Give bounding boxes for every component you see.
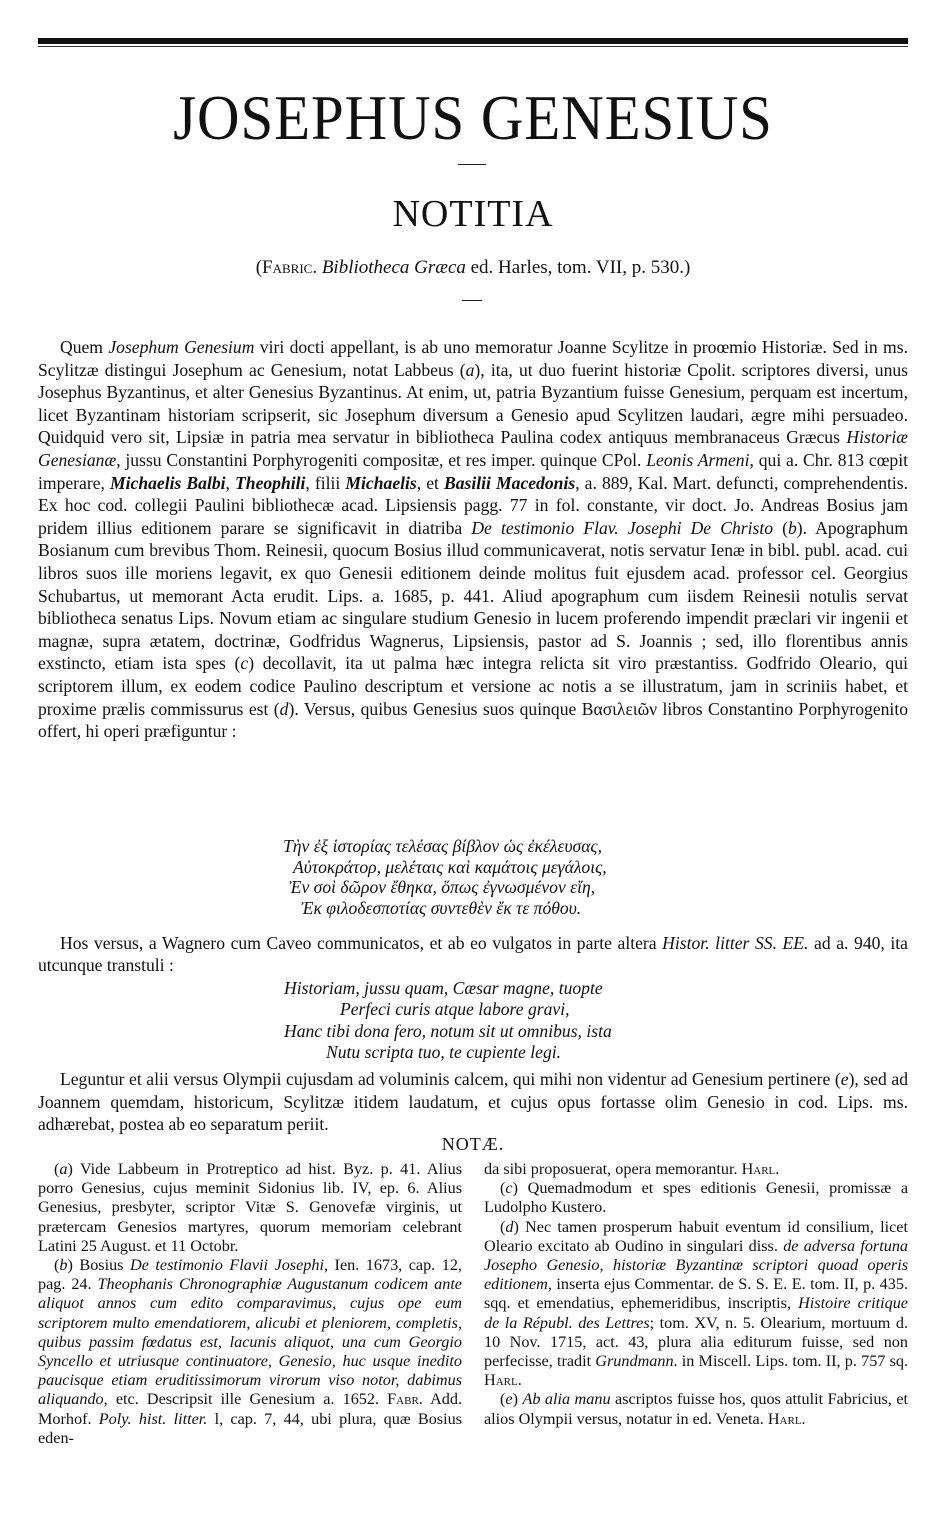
footnote-b: (b) Bosius De testimonio Flavii Josephi, Ien. 1673, cap. 12, pag. 24. Theophanis Chronographiæ Augustanum codicem ante aliquot annos cum edito comparavimus, cujus ope eum scriptorem multo emendatiorem, alicubi et pleniorem, completis, quibus passim fœdatus est, lacunis aliquot, una cum Georgio Syncello et utriusque continuatore, Genesio, huc usque inedito paucisque etiam eruditissimorum virorum viso notor, dabimus aliquando, etc. Descripsit ille Genesium a. 1652. Fabr. Add. Morhof. Poly. hist. litter. l, cap. 7, 44, ubi plura, quæ Bosius eden- (38, 1256, 463, 1447)
source-citation (0, 256, 946, 280)
inline-run: e (840, 1069, 849, 1089)
inline-run: c (505, 1179, 513, 1198)
inline-run: Poly. hist. litter. (98, 1409, 208, 1428)
greek-verse-line: Τὴν ἐξ ἱστορίας τελέσας βίβλον ὡς ἐκέλευσας, (283, 836, 602, 856)
latin-verse-line: Historiam, jussu quam, Cæsar magne, tuopte (284, 978, 603, 998)
inline-run: Histoire critique de la Républ. des Lettres (484, 1294, 908, 1332)
inline-run: De testimonio Flav. Josephi De Christo (471, 517, 774, 538)
title-dash (458, 164, 486, 165)
notes-heading: NOTÆ. (441, 1134, 505, 1154)
paragraph-olympius: Leguntur et alii versus Olympii cujusdam ad voluminis calcem, qui mihi non videntur ad Genesium pertinere (e), sed ad Joannem quemdam, historicum, Scylitzæ itidem laudatum, et cujus opus fortasse olim Genesio in cod. Lips. ms. adhærebat, postea ab eo separatum periit. (38, 1069, 908, 1135)
paragraph-translation: Hos versus, a Wagnero cum Caveo communicatos, et ab eo vulgatos in parte altera Histor. litter SS. EE. ad a. 940, ita utcunque transtuli : (38, 933, 908, 975)
greek-verse-line: Ἐν σοὶ δῶρον ἔθηκα, ὅπως ἐγνωσμένον εἴη, (289, 877, 596, 898)
inline-run: Grundmann (595, 1352, 674, 1371)
latin-verses (284, 978, 704, 1064)
greek-verse-line: Ἐκ φιλοδεσποτίας συντεθὲν ἔκ τε πόθου. (301, 897, 582, 918)
inline-run: Michaelis (345, 472, 417, 493)
footnote-e: (e) Ab alia manu ascriptos fuisse hos, quos attulit Fabricius, et alios Olympii versus, notatur in ed. Veneta. Harl. (484, 1390, 909, 1428)
source-open: ( (255, 257, 263, 278)
footnote-c: (c) Quemadmodum et spes editionis Genesii, promissæ a Ludolpho Kustero. (484, 1179, 908, 1217)
source-work: Bibliotheca Græca (321, 257, 466, 278)
inline-run: Historiæ Genesianæ (38, 427, 908, 470)
inline-run: d (505, 1217, 514, 1236)
inline-run: a (465, 359, 475, 380)
footnote-a: (a) Vide Labbeum in Protreptico ad hist. Byz. p. 41. Alius porro Genesius, cujus meminit Sidonius lib. IV, ep. 6. Alius Genesius, presbyter, scriptor Vitæ S. Genovefæ virginis, ut prætercam Genesios martyres, quorum memoriam celebrant Latini 25 August. et 11 Octobr. (38, 1160, 462, 1255)
inline-run: Theophili (235, 472, 306, 493)
inline-run: Ab alia manu (522, 1390, 611, 1409)
latin-verse-line: Nutu scripta tuo, te cupiente legi. (326, 1042, 562, 1063)
inline-run: Harl. (767, 1409, 806, 1428)
source-dash (462, 300, 482, 301)
page-title: JOSEPHUS GENESIUS (173, 82, 773, 153)
inline-run: Fabr. (387, 1390, 423, 1409)
notes-left-column (38, 1160, 462, 1448)
inline-run: a (59, 1160, 68, 1178)
paragraph-intro: Quem Josephum Genesium viri docti appellant, is ab uno memoratur Joanne Scylitze in proœmio Historiæ. Sed in ms. Scylitzæ distingui Josephum ac Genesium, notat Labbeus (a), ita, ut duo fuerint historiæ Cpolit. scriptores diversi, unus Josephus Byzantinus, et alter Genesius Byzantinus. At enim, ut, patria Byzantium fuisse Genesium, perquam est incertum, licet Byzantinam historiam scripserit, sic Josephum diversum a Genesio apud Scylitzen laudari, ægre mihi persuadeo. Quidquid vero sit, Lipsiæ in patria mea servatur in bibliotheca Paulina codex antiquus membranaceus Græcus Historiæ Genesianæ, jussu Constantini Porphyrogeniti compositæ, et res imper. quinque CPol. Leonis Armeni, qui a. Chr. 813 cœpit imperare, Michaelis Balbi, Theophili, filii Michaelis, et Basilii Macedonis, a. 889, Kal. Mart. defuncti, comprehendentis. Ex hoc cod. collegii Paulini bibliothecæ acad. Lipsiensis pagg. 77 in fol. constante, vir doct. Jo. Andreas Bosius jam pridem illius editionem parare se significavit in diatriba De testimonio Flav. Josephi De Christo (b). Apographum Bosianum cum brevibus Thom. Reinesii, quocum Bosius illud communicaverat, notis servatur Ienæ in bibl. publ. acad. cui libros suos ille moriens legavit, ex quo Genesii editionem deinde molitus fuit ejusdem acad. professor cel. Georgius Schubartus, ut memorant Acta erudit. Lips. a. 1685, p. 441. Aliud apographum cum iisdem Reinesii notulis servat bibliotheca senatus Lips. Novum etiam ac singulare studium Genesio in lucem proferendo impendit præclari vir ingenii et magnæ, supra ætatem, doctrinæ, Godfridus Wagnerus, Lipsiensis, pastor ad S. Joannis ; sed, illo florentibus annis exstincto, etiam ista spes (c) decollavit, ita ut palma hæc integra relicta sit viro præstantiss. Godfrido Oleario, qui scriptorem illum, ex eodem codice Paulino descriptum et versione ac notis a se illustratum, jam in scriniis habet, et proxime prælis commissurus est (d). Versus, quibus Genesius suos quinque Βασιλειῶν libros Constantino Porphyrogenito offert, hi operi præfiguntur : (38, 337, 909, 742)
inline-run: Histor. litter SS. EE. (662, 933, 809, 953)
inline-run: e (505, 1390, 513, 1409)
inline-run: Leonis Armeni (646, 449, 750, 470)
inline-run: b (787, 517, 797, 538)
inline-run: Basilii Macedonis (444, 472, 576, 493)
greek-verses (283, 836, 703, 918)
latin-verse-line: Perfeci curis atque labore gravi, (340, 999, 570, 1020)
footnote-d: (d) Nec tamen prosperum habuit eventum id consilium, licet Oleario excitato ab Oudino in singulari diss. de adversa fortuna Josepho Genesio, historiæ Byzantinæ scriptori quoad operis editionem, inserta ejus Commentar. de S. S. E. E. tom. II, p. 435. sqq. et emendatius, ephemeridibus, inscriptis, Histoire critique de la Républ. des Lettres; tom. XV, n. 5. Olearium, mortuum d. 10 Nov. 1715, act. 43, plura alia editurum fuisse, sed non perfecisse, tradit Grundmann. in Miscell. Lips. tom. II, p. 757 sq. Harl. (484, 1217, 909, 1390)
top-double-rule (38, 38, 908, 44)
inline-run: Harl. (741, 1160, 780, 1178)
inline-run: b (59, 1256, 68, 1275)
section-title: NOTITIA (392, 193, 554, 235)
inline-run: Theophanis Chronographiæ Augustanum codicem ante aliquot annos cum edito comparavimus, cujus ope eum scriptorem multo emendatiorem, alicubi et pleniorem, completis, quibus passim fœdatus est, lacunis aliquot, una cum Georgio Syncello et utriusque continuatore, Genesio, huc usque inedito paucisque etiam eruditissimorum virorum viso notor, dabimus aliquando (38, 1275, 462, 1409)
inline-run: Josephum Genesium (108, 337, 255, 357)
latin-verse-line: Hanc tibi dona fero, notum sit ut omnibus, ista (284, 1020, 612, 1041)
inline-run: De testimonio Flavii Josephi (130, 1256, 324, 1275)
source-rest: ed. Harles, tom. VII, p. 530.) (470, 257, 691, 278)
source-author: Fabric. (262, 257, 318, 278)
notes-right-column (484, 1160, 908, 1429)
footnote-b-continued: da sibi proposuerat, opera memorantur. Harl. (484, 1160, 780, 1178)
greek-verse-line: Αὐτοκράτορ, μελέταις καὶ καμάτοις μεγάλοις, (293, 856, 607, 877)
inline-run: c (240, 653, 249, 674)
inline-run: Harl. (484, 1371, 522, 1390)
inline-run: de adversa fortuna Josepho Genesio, historiæ Byzantinæ scriptori quoad operis editionem (484, 1236, 909, 1294)
inline-run: d (279, 698, 289, 719)
inline-run: Michaelis Balbi (110, 472, 226, 493)
